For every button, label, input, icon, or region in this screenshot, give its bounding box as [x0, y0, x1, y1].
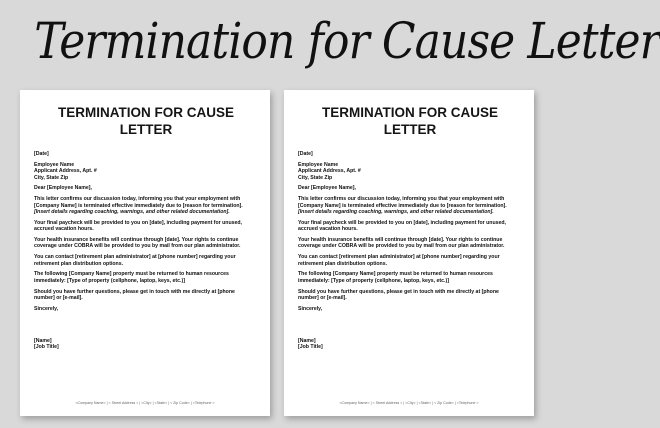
paragraph-line: immediately: [Type of property (cellphone, laptop, keys, etc.)]: [298, 277, 449, 284]
hero-title: Termination for Cause Letter: [34, 12, 660, 70]
closing: Sincerely,: [34, 305, 59, 312]
letter-title-line2: LETTER: [383, 122, 437, 137]
paragraph-line: [Insert details regarding coaching, warnings, and other related documentation].: [34, 209, 230, 216]
letter-page-right: [284, 90, 534, 416]
letter-title: [298, 104, 522, 138]
paragraph-retirement: [298, 254, 522, 267]
paragraph-health: [34, 237, 258, 250]
paragraph-line: Your health insurance benefits will continue through [date]. Your rights to continue: [34, 237, 239, 244]
letter-footer: <Company Name> | < Street Address > | <City> | <State> | < Zip Code> | <Telephone >: [339, 401, 479, 405]
paragraph-line: The following [Company Name] property must be returned to human resources: [298, 271, 493, 278]
letter-body: [298, 151, 522, 351]
letter-page-left: [20, 90, 270, 416]
paragraph-line: [Insert details regarding coaching, warnings, and other related documentation].: [298, 209, 494, 216]
paragraph-retirement: [34, 254, 258, 267]
letter-title: [34, 104, 258, 138]
paragraph-line: The following [Company Name] property must be returned to human resources: [34, 271, 229, 278]
signature-title: [Job Title]: [298, 344, 323, 351]
employee-name: Employee Name: [298, 161, 339, 168]
letter-title-line2: LETTER: [119, 122, 173, 137]
paragraph-line: accrued vacation hours.: [34, 226, 94, 233]
employee-address: Applicant Address, Apt. #: [298, 168, 361, 175]
paragraph-line: Should you have further questions, please get in touch with me directly at [phone: [298, 288, 499, 295]
employee-address: Applicant Address, Apt. #: [34, 168, 97, 175]
paragraph-line: Your final paycheck will be provided to you on [date], including payment for unused,: [298, 219, 507, 226]
closing: Sincerely,: [298, 305, 323, 312]
paragraph-line: This letter confirms our discussion today, informing you that your employment with: [34, 196, 241, 203]
salutation: Dear [Employee Name],: [34, 185, 92, 192]
paragraph-line: [Company Name] is terminated effective immediately due to [reason for termination].: [298, 202, 507, 209]
paragraph-line: You can contact [retirement plan administrator] at [phone number] regarding your: [34, 254, 236, 261]
paragraph-questions: [34, 289, 258, 302]
letter-title-line1: TERMINATION FOR CAUSE: [322, 105, 498, 120]
letter-footer: <Company Name> | < Street Address > | <City> | <State> | < Zip Code> | <Telephone >: [75, 401, 215, 405]
paragraph-line: retirement plan distribution options.: [34, 260, 124, 267]
paragraph-property: [34, 271, 258, 284]
paragraph-line: Your health insurance benefits will continue through [date]. Your rights to continue: [298, 237, 503, 244]
paragraph-paycheck: [34, 220, 258, 233]
paragraph-line: This letter confirms our discussion today, informing you that your employment with: [298, 196, 505, 203]
employee-city: City, State Zip: [298, 174, 333, 181]
salutation: Dear [Employee Name],: [298, 185, 356, 192]
paragraph-line: number] or [e-mail].: [298, 295, 347, 302]
paragraph-line: coverage under COBRA will be provided to you by mail from our plan administrator.: [34, 243, 241, 250]
paragraph-line: retirement plan distribution options.: [298, 260, 388, 267]
paragraph-termination: [34, 196, 258, 215]
paragraph-line: [Company Name] is terminated effective immediately due to [reason for termination].: [34, 202, 243, 209]
letter-title-line1: TERMINATION FOR CAUSE: [58, 105, 234, 120]
paragraph-paycheck: [298, 220, 522, 233]
paragraph-line: Your final paycheck will be provided to you on [date], including payment for unused,: [34, 219, 243, 226]
letter-date: [Date]: [34, 151, 49, 157]
paragraph-line: immediately: [Type of property (cellphone, laptop, keys, etc.)]: [34, 277, 185, 284]
signature-name: [Name]: [34, 337, 52, 344]
letter-body: [34, 151, 258, 351]
paragraph-line: coverage under COBRA will be provided to you by mail from our plan administrator.: [298, 243, 505, 250]
paragraph-line: Should you have further questions, please get in touch with me directly at [phone: [34, 288, 235, 295]
paragraph-property: [298, 271, 522, 284]
paragraph-line: You can contact [retirement plan administrator] at [phone number] regarding your: [298, 254, 500, 261]
signature-title: [Job Title]: [34, 344, 59, 351]
employee-name: Employee Name: [34, 161, 75, 168]
employee-city: City, State Zip: [34, 174, 69, 181]
signature-name: [Name]: [298, 337, 316, 344]
paragraph-questions: [298, 289, 522, 302]
paragraph-line: accrued vacation hours.: [298, 226, 358, 233]
paragraph-health: [298, 237, 522, 250]
letter-date: [Date]: [298, 151, 313, 157]
paragraph-line: number] or [e-mail].: [34, 295, 83, 302]
paragraph-termination: [298, 196, 522, 215]
